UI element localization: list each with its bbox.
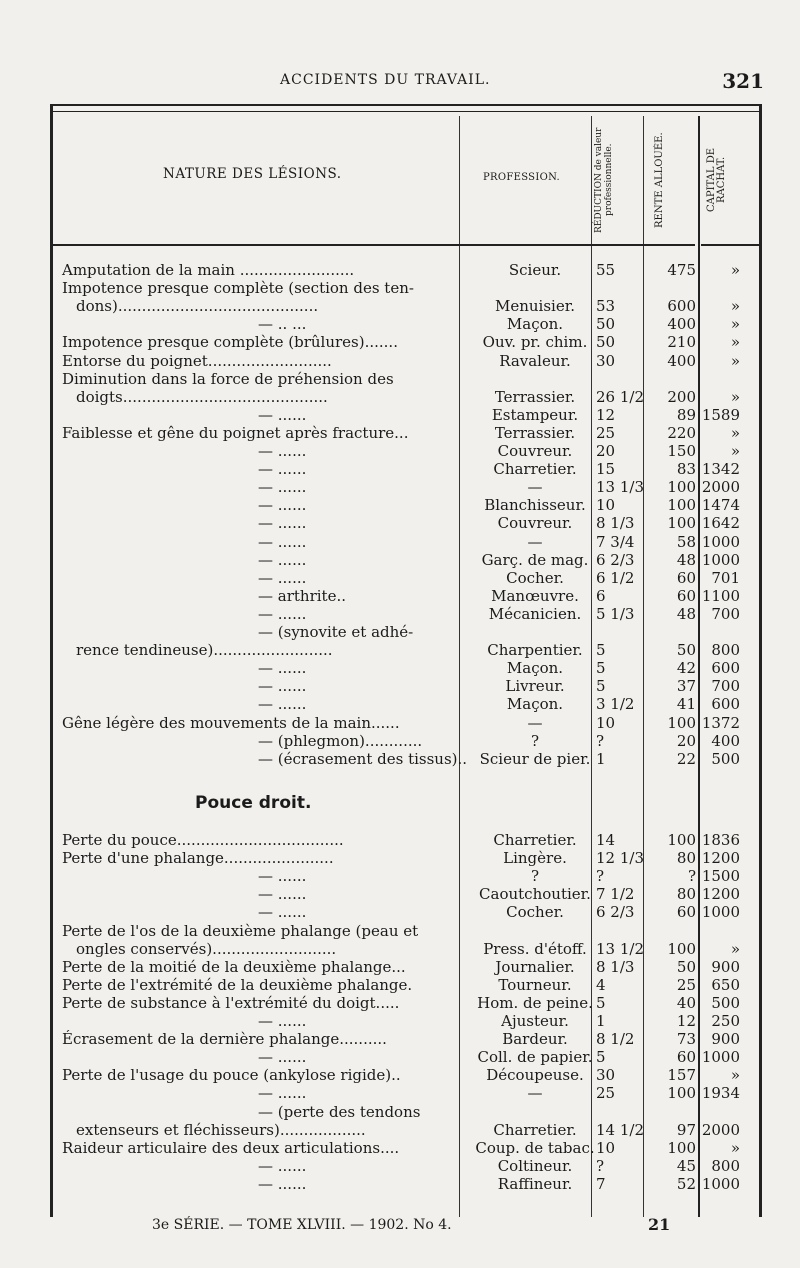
cell-reduction: 13 1/3 — [596, 478, 644, 497]
cell-capital: 1000 — [701, 1174, 740, 1193]
cell-rente: 50 — [676, 957, 696, 976]
cell-nature: Perte de la moitié de la deuxième phalange... — [62, 957, 406, 976]
cell-reduction: 30 — [596, 351, 616, 370]
cell-capital: 900 — [711, 957, 740, 976]
cell-capital: 900 — [711, 1030, 740, 1049]
cell-profession: Charpentier. — [487, 641, 583, 660]
cell-nature: — ...... — [258, 532, 307, 551]
cell-reduction: 7 — [596, 1174, 606, 1193]
cell-nature: — (phlegmon)............ — [258, 731, 423, 750]
cell-capital: 400 — [711, 731, 740, 750]
cell-profession: Charretier. — [493, 460, 577, 479]
cell-nature: — ...... — [258, 460, 307, 479]
cell-rente: 52 — [676, 1174, 696, 1193]
cell-nature: Perte de substance à l'extrémité du doigt..... — [62, 993, 400, 1012]
header-rule — [53, 244, 695, 246]
cell-nature: — ...... — [258, 677, 307, 696]
cell-rente: 100 — [667, 1138, 696, 1157]
cell-capital: 1642 — [701, 514, 740, 533]
cell-profession: Press. d'étoff. — [483, 939, 587, 958]
cell-capital: 1000 — [701, 1048, 740, 1067]
cell-capital: 500 — [711, 749, 740, 768]
cell-profession: Ravaleur. — [499, 351, 571, 370]
cell-reduction: 10 — [596, 713, 616, 732]
cell-profession: Coup. de tabac. — [475, 1138, 595, 1157]
cell-capital: » — [730, 261, 740, 279]
cell-capital: 1200 — [701, 885, 740, 904]
cell-rente: 45 — [676, 1156, 696, 1175]
cell-capital: 500 — [711, 993, 740, 1012]
footer-series: 3e SÉRIE. — TOME XLVIII. — 1902. No 4. — [152, 1217, 452, 1233]
cell-rente: 100 — [667, 1084, 696, 1103]
cell-rente: 83 — [676, 460, 696, 479]
cell-profession: Caoutchoutier. — [479, 885, 591, 904]
cell-profession: Couvreur. — [497, 514, 573, 533]
cell-nature: — ...... — [258, 659, 307, 678]
cell-rente: 89 — [676, 405, 696, 424]
cell-capital: 1589 — [701, 405, 740, 424]
running-head — [0, 69, 800, 98]
cell-rente: 600 — [667, 297, 696, 316]
cell-nature: — (synovite et adhé- — [258, 623, 414, 641]
cell-reduction: ? — [596, 867, 605, 886]
cell-rente: 200 — [667, 387, 696, 406]
cell-nature: — ...... — [258, 695, 307, 714]
cell-rente: 97 — [676, 1120, 696, 1139]
cell-profession: Bardeur. — [502, 1030, 568, 1049]
header-capital: CAPITAL DE RACHAT. — [706, 147, 727, 213]
cell-reduction: 6 — [596, 586, 606, 605]
cell-nature: — ...... — [258, 442, 307, 460]
cell-rente: 210 — [667, 333, 696, 352]
cell-rente: 41 — [676, 695, 696, 714]
header-nature: NATURE DES LÉSIONS. — [163, 166, 342, 182]
cell-nature: Impotence presque complète (brûlures)....... — [62, 333, 398, 352]
cell-profession: ? — [530, 867, 540, 886]
cell-reduction: 7 1/2 — [596, 885, 635, 904]
cell-capital: » — [730, 939, 740, 958]
cell-profession: Hom. de peine. — [477, 993, 593, 1012]
cell-rente: 150 — [667, 442, 696, 460]
cell-rente: 475 — [667, 261, 696, 279]
cell-capital: » — [730, 351, 740, 370]
cell-profession: Ajusteur. — [501, 1012, 569, 1030]
section-title: Pouce droit. — [195, 793, 312, 813]
cell-capital: 1372 — [701, 713, 740, 732]
cell-nature: Perte d'une phalange....................... — [62, 849, 334, 868]
cell-nature: Raideur articulaire des deux articulations.... — [62, 1138, 400, 1157]
cell-capital: 1100 — [701, 586, 740, 605]
table-row — [0, 1173, 800, 1195]
cell-rente: 12 — [676, 1012, 696, 1030]
cell-profession: — — [527, 713, 543, 732]
cell-capital: 700 — [711, 604, 740, 623]
cell-rente: 42 — [676, 659, 696, 678]
cell-profession: Manœuvre. — [491, 586, 579, 605]
cell-reduction: 55 — [596, 261, 616, 279]
cell-profession: — — [527, 1084, 543, 1103]
cell-nature: — ...... — [258, 1156, 307, 1175]
cell-reduction: 5 — [596, 993, 606, 1012]
cell-profession: Estampeur. — [491, 405, 579, 424]
cell-nature: — ...... — [258, 405, 307, 424]
cell-profession: Maçon. — [506, 659, 564, 678]
cell-reduction: 50 — [596, 333, 616, 352]
cell-nature: Perte du pouce................................... — [62, 831, 344, 849]
cell-nature: Impotence presque complète (section des ten- — [62, 279, 414, 298]
cell-profession: — — [527, 532, 543, 551]
cell-nature: Gêne légère des mouvements de la main...... — [62, 713, 400, 732]
cell-capital: 1500 — [701, 867, 740, 886]
cell-reduction: 20 — [596, 442, 616, 460]
cell-reduction: 6 1/2 — [596, 568, 635, 587]
cell-capital: » — [730, 315, 740, 334]
cell-nature: Entorse du poignet.......................... — [62, 351, 332, 370]
cell-nature: — ...... — [258, 1048, 307, 1067]
cell-rente: 25 — [676, 975, 696, 994]
cell-profession: ? — [530, 731, 540, 750]
cell-capital: 1342 — [701, 460, 740, 479]
cell-rente: 60 — [676, 568, 696, 587]
cell-nature: — .. ... — [258, 315, 307, 334]
header-rente: RENTE ALLOUÉE. — [654, 132, 665, 228]
cell-profession: Cocher. — [506, 903, 564, 922]
cell-rente: ? — [687, 867, 696, 886]
cell-profession: Mécanicien. — [488, 604, 582, 623]
cell-nature: Amputation de la main ........................ — [62, 261, 355, 279]
cell-profession: Ouv. pr. chim. — [482, 333, 588, 352]
cell-rente: 100 — [667, 939, 696, 958]
cell-rente: 40 — [676, 993, 696, 1012]
cell-capital: » — [730, 333, 740, 352]
cell-nature: Faiblesse et gêne du poignet après fracture... — [62, 423, 409, 442]
cell-nature: — (écrasement des tissus).. — [258, 749, 468, 768]
cell-profession: Scieur de pier. — [479, 749, 591, 768]
cell-rente: 48 — [676, 550, 696, 569]
cell-nature: — ...... — [258, 550, 307, 569]
cell-profession: Garç. de mag. — [481, 550, 589, 569]
cell-rente: 220 — [667, 423, 696, 442]
cell-nature: Perte de l'extrémité de la deuxième phalange. — [62, 975, 413, 994]
cell-capital: 700 — [711, 677, 740, 696]
cell-nature: Diminution dans la force de préhension des — [62, 369, 394, 388]
cell-profession: Tourneur. — [498, 975, 572, 994]
cell-rente: 100 — [667, 478, 696, 497]
cell-capital: 250 — [711, 1012, 740, 1030]
cell-rente: 100 — [667, 713, 696, 732]
cell-rente: 37 — [676, 677, 696, 696]
cell-nature: — ...... — [258, 903, 307, 922]
cell-profession: Charretier. — [493, 831, 577, 849]
cell-capital: 600 — [711, 695, 740, 714]
cell-profession: — — [527, 478, 543, 497]
cell-profession: Maçon. — [506, 695, 564, 714]
cell-rente: 22 — [676, 749, 696, 768]
cell-reduction: 8 1/3 — [596, 514, 635, 533]
cell-capital: 800 — [711, 1156, 740, 1175]
cell-reduction: 10 — [596, 1138, 616, 1157]
cell-rente: 73 — [676, 1030, 696, 1049]
cell-nature: — ...... — [258, 1084, 307, 1103]
cell-capital: 650 — [711, 975, 740, 994]
cell-capital: 2000 — [701, 1120, 740, 1139]
cell-reduction: 10 — [596, 496, 616, 515]
cell-rente: 100 — [667, 496, 696, 515]
cell-reduction: 8 1/2 — [596, 1030, 635, 1049]
cell-nature: — ...... — [258, 885, 307, 904]
cell-profession: Raffineur. — [497, 1174, 573, 1193]
cell-reduction: 15 — [596, 460, 616, 479]
cell-capital: » — [730, 387, 740, 406]
cell-profession: Lingère. — [503, 849, 567, 868]
cell-profession: Charretier. — [493, 1120, 577, 1139]
cell-rente: 60 — [676, 1048, 696, 1067]
cell-profession: Menuisier. — [494, 297, 576, 316]
cell-reduction: 5 — [596, 641, 606, 660]
cell-nature: Écrasement de la dernière phalange.......... — [62, 1030, 387, 1049]
cell-reduction: 5 — [596, 1048, 606, 1067]
cell-rente: 100 — [667, 514, 696, 533]
cell-rente: 80 — [676, 885, 696, 904]
cell-nature: — ...... — [258, 1174, 307, 1193]
cell-reduction: 26 1/2 — [596, 387, 644, 406]
cell-nature: — ...... — [258, 867, 307, 886]
cell-profession: Découpeuse. — [486, 1066, 584, 1085]
cell-capital: 1934 — [701, 1084, 740, 1103]
cell-reduction: 14 1/2 — [596, 1120, 644, 1139]
running-head-title: ACCIDENTS DU TRAVAIL. — [280, 72, 491, 88]
cell-nature: — ...... — [258, 514, 307, 533]
cell-reduction: 12 1/3 — [596, 849, 644, 868]
cell-nature: — ...... — [258, 568, 307, 587]
cell-reduction: 6 2/3 — [596, 550, 635, 569]
table-row — [0, 748, 800, 770]
page-number: 321 — [722, 69, 764, 93]
cell-reduction: 30 — [596, 1066, 616, 1085]
cell-profession: Coll. de papier. — [477, 1048, 593, 1067]
cell-rente: 400 — [667, 351, 696, 370]
cell-capital: 1836 — [701, 831, 740, 849]
cell-rente: 50 — [676, 641, 696, 660]
cell-nature: Perte de l'usage du pouce (ankylose rigide).. — [62, 1066, 401, 1085]
cell-nature: — ...... — [258, 1012, 307, 1030]
cell-nature: dons).......................................... — [76, 297, 319, 316]
cell-reduction: 4 — [596, 975, 606, 994]
cell-reduction: 13 1/2 — [596, 939, 644, 958]
cell-profession: Coltineur. — [497, 1156, 573, 1175]
cell-rente: 20 — [676, 731, 696, 750]
cell-reduction: 5 1/3 — [596, 604, 635, 623]
cell-reduction: 7 3/4 — [596, 532, 635, 551]
cell-nature: Perte de l'os de la deuxième phalange (peau et — [62, 921, 419, 940]
cell-rente: 157 — [667, 1066, 696, 1085]
cell-reduction: 8 1/3 — [596, 957, 635, 976]
cell-nature: — arthrite.. — [258, 586, 346, 605]
header-rule-right — [701, 244, 759, 246]
cell-capital: 1000 — [701, 532, 740, 551]
cell-reduction: 25 — [596, 1084, 616, 1103]
cell-reduction: 50 — [596, 315, 616, 334]
cell-reduction: 25 — [596, 423, 616, 442]
cell-profession: Couvreur. — [497, 442, 573, 460]
cell-capital: 600 — [711, 659, 740, 678]
cell-nature: extenseurs et fléchisseurs).................. — [76, 1120, 366, 1139]
cell-capital: 1200 — [701, 849, 740, 868]
cell-reduction: 12 — [596, 405, 616, 424]
cell-rente: 100 — [667, 831, 696, 849]
page-footer — [0, 1217, 800, 1243]
cell-capital: 701 — [711, 568, 740, 587]
cell-nature: doigts........................................... — [76, 387, 328, 406]
cell-capital: 1000 — [701, 550, 740, 569]
cell-profession: Journalier. — [495, 957, 575, 976]
header-profession: PROFESSION. — [483, 172, 560, 183]
cell-reduction: ? — [596, 731, 605, 750]
cell-reduction: 6 2/3 — [596, 903, 635, 922]
cell-capital: 1000 — [701, 903, 740, 922]
cell-reduction: 5 — [596, 677, 606, 696]
cell-reduction: 5 — [596, 659, 606, 678]
header-reduction: RÉDUCTION de valeur professionnelle. — [594, 127, 614, 233]
cell-rente: 400 — [667, 315, 696, 334]
cell-reduction: 1 — [596, 1012, 606, 1030]
cell-capital: » — [730, 1138, 740, 1157]
cell-profession: Cocher. — [506, 568, 564, 587]
cell-rente: 80 — [676, 849, 696, 868]
cell-nature: — ...... — [258, 496, 307, 515]
footer-signature: 21 — [648, 1215, 671, 1234]
cell-profession: Livreur. — [505, 677, 565, 696]
cell-capital: » — [730, 442, 740, 460]
cell-capital: 800 — [711, 641, 740, 660]
cell-rente: 58 — [676, 532, 696, 551]
cell-profession: Scieur. — [508, 261, 562, 279]
cell-reduction: 3 1/2 — [596, 695, 635, 714]
cell-capital: » — [730, 297, 740, 316]
cell-reduction: 1 — [596, 749, 606, 768]
cell-nature: — ...... — [258, 604, 307, 623]
cell-nature: — (perte des tendons — [258, 1102, 421, 1121]
cell-rente: 48 — [676, 604, 696, 623]
cell-profession: Blanchisseur. — [484, 496, 586, 515]
cell-profession: Maçon. — [506, 315, 564, 334]
cell-capital: » — [730, 423, 740, 442]
cell-capital: » — [730, 1066, 740, 1085]
cell-nature: ongles conservés).......................... — [76, 939, 337, 958]
cell-profession: Terrassier. — [494, 423, 576, 442]
cell-nature: — ...... — [258, 478, 307, 497]
cell-nature: rence tendineuse)......................... — [76, 641, 333, 660]
cell-reduction: ? — [596, 1156, 605, 1175]
cell-capital: 2000 — [701, 478, 740, 497]
cell-rente: 60 — [676, 903, 696, 922]
cell-reduction: 14 — [596, 831, 616, 849]
cell-reduction: 53 — [596, 297, 616, 316]
cell-rente: 60 — [676, 586, 696, 605]
cell-capital: 1474 — [701, 496, 740, 515]
cell-profession: Terrassier. — [494, 387, 576, 406]
